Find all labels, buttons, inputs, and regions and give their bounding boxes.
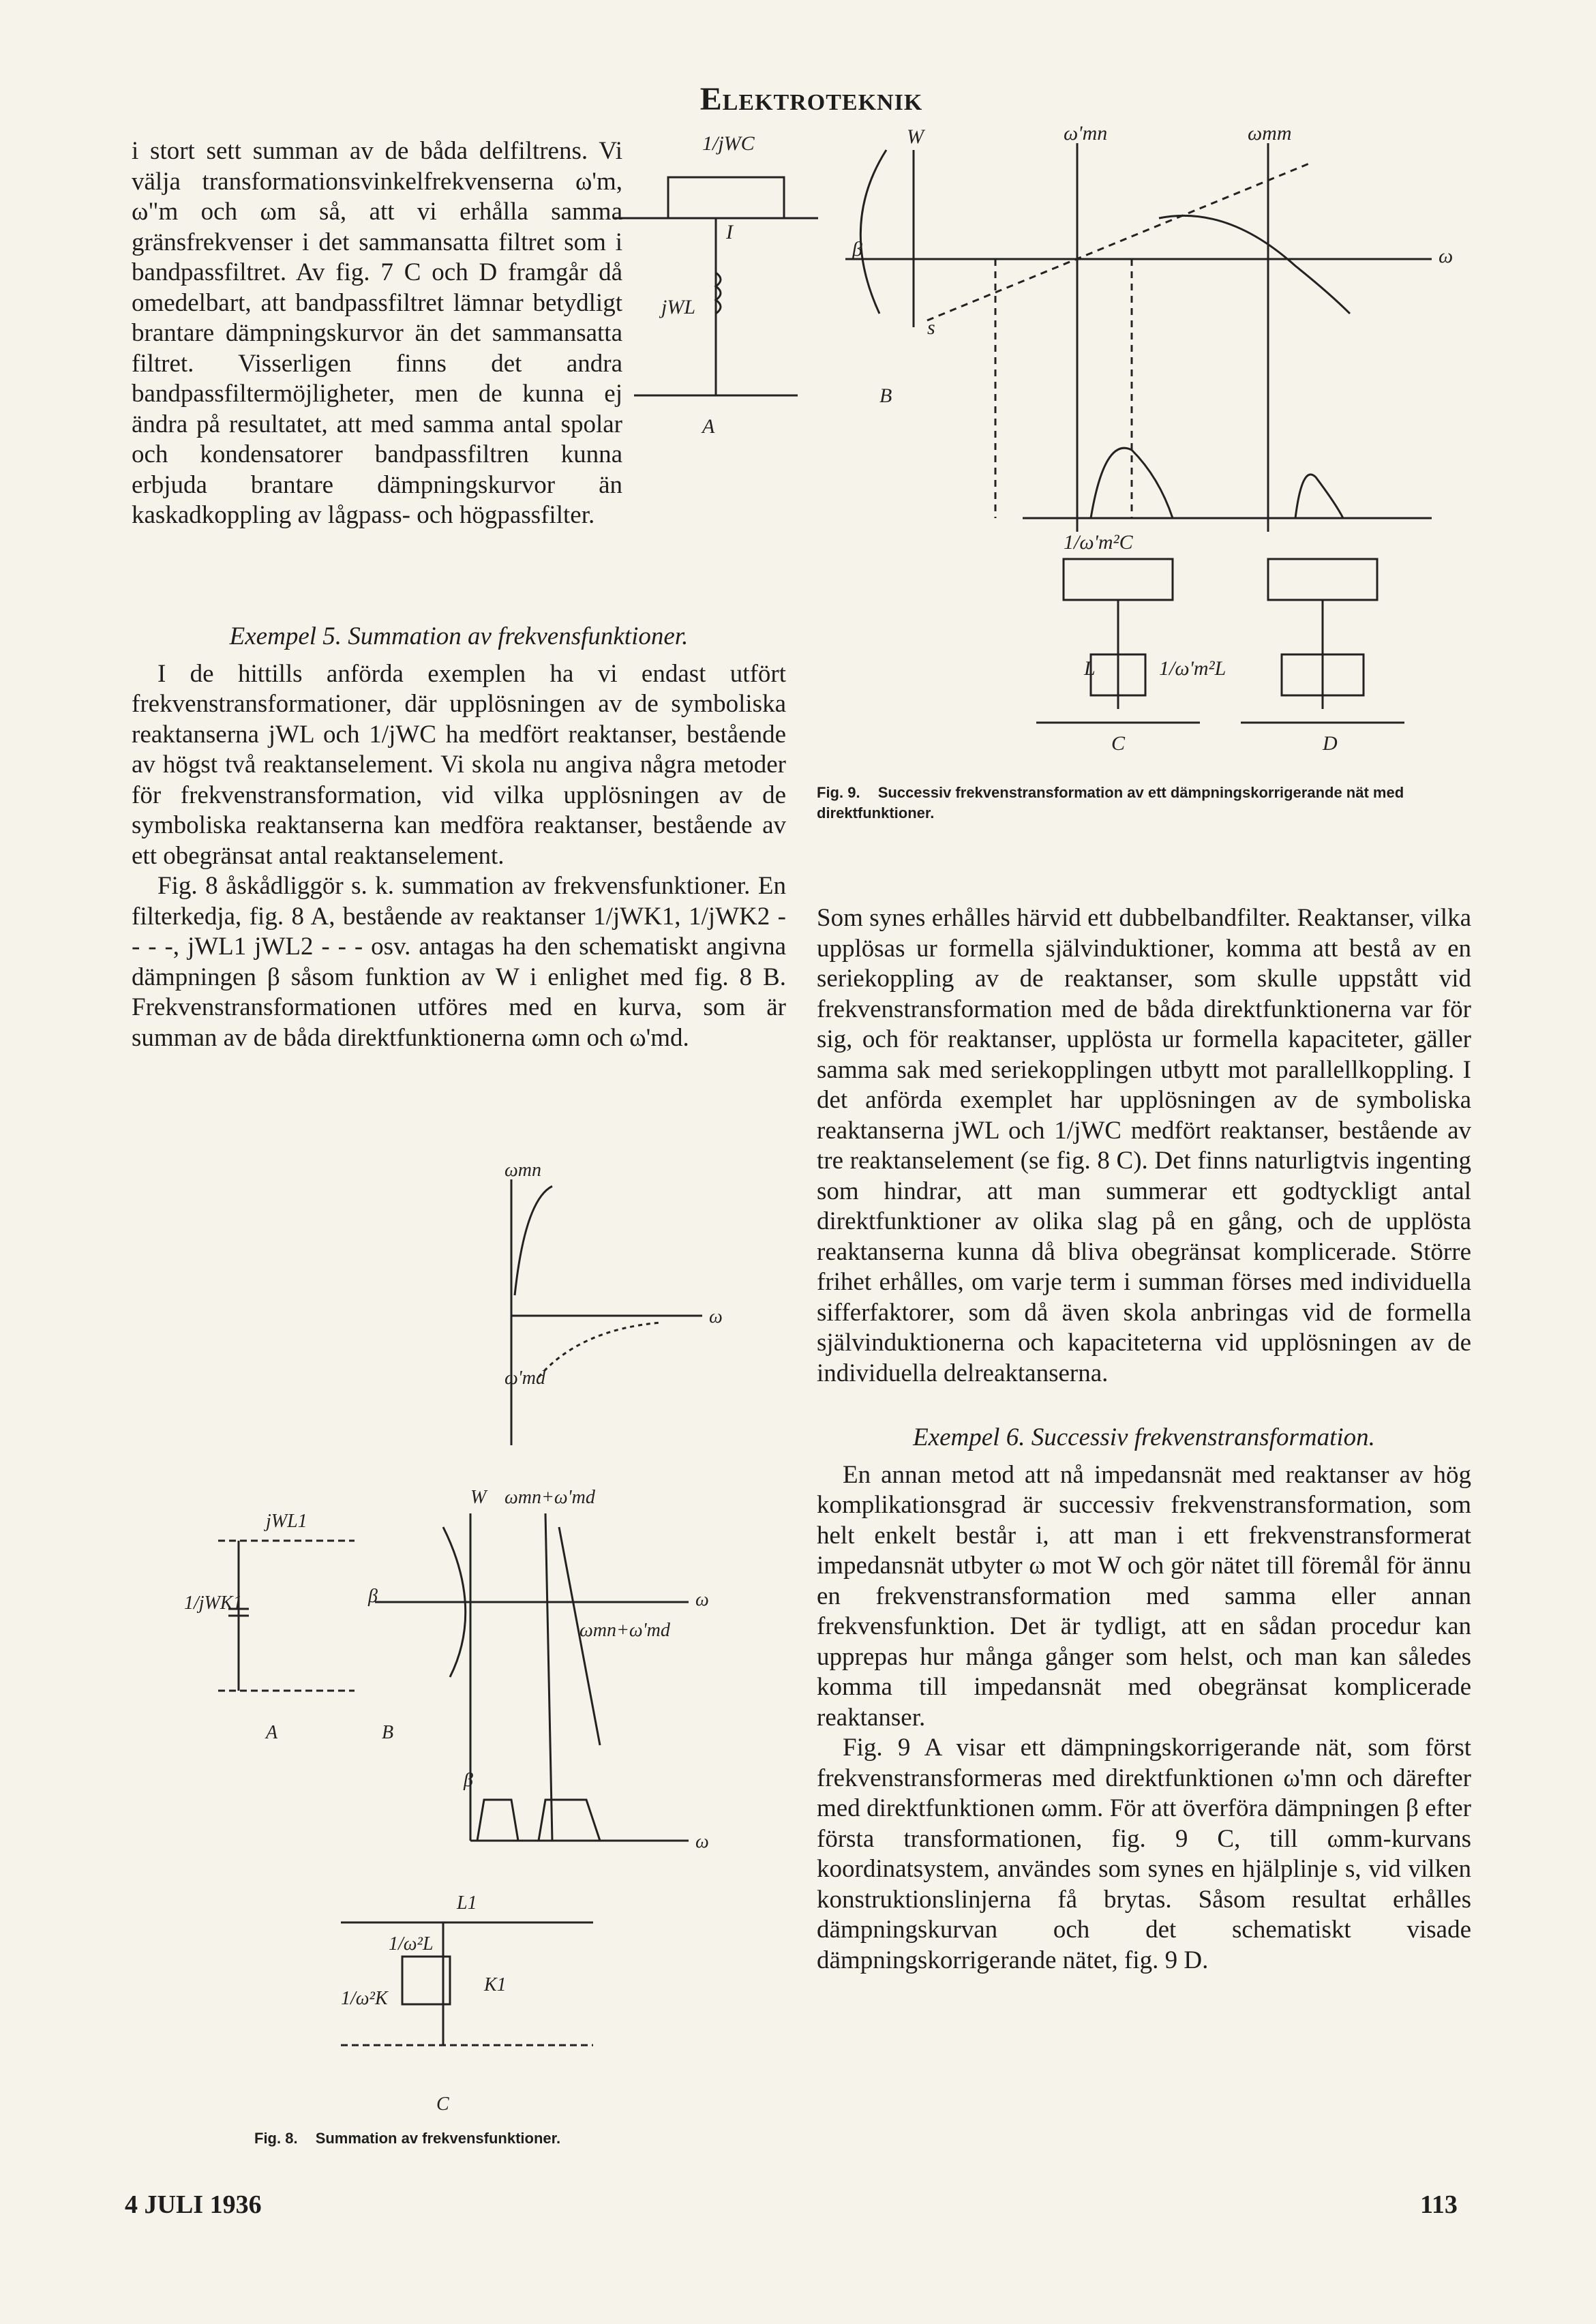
- page-number: 113: [1420, 2190, 1458, 2219]
- left-column-top: [132, 136, 650, 531]
- fig9b-label-omega: ω: [1439, 245, 1454, 267]
- paragraph-exempel-5-b: Fig. 8 åskådliggör s. k. summation av frekvensfunktioner. En filterkedja, fig. 8 A, bestående av reaktanser 1/jWK1, 1/jWK2 - - - -, jWL1 jWL2 - - - osv. antagas ha den schematiskt angivna dämpningen β såsom funktion av W i enlighet med fig. 8 B. Frekvenstransformationen utföres med en kurva, som är summan av de båda direktfunktionerna ωmn och ω'md.: [132, 872, 786, 1052]
- right-column-bottom: [817, 903, 1471, 1976]
- fig8-caption: [254, 2128, 691, 2149]
- figure-9: [614, 122, 1500, 755]
- footer-date: 4 JULI 1936: [125, 2190, 262, 2219]
- fig8b-label-w: W: [470, 1487, 487, 1508]
- fig9-caption-number: Fig. 9.: [817, 784, 860, 801]
- fig8-upper-curve-1: [515, 1186, 552, 1295]
- fig9-caption: [817, 783, 1485, 824]
- fig9c-label-wl: 1/ω'm²L: [1159, 657, 1226, 680]
- fig8-label-omega-top: ω: [709, 1306, 723, 1327]
- running-head: Elektroteknik: [699, 81, 923, 117]
- fig8c-label-k1: K1: [484, 1974, 507, 1995]
- fig8-label-a: A: [266, 1722, 278, 1743]
- fig9c-label-l: L: [1084, 657, 1096, 680]
- fig8-upper-curve-2: [539, 1323, 661, 1377]
- fig8b-label-omega: ω: [695, 1589, 709, 1610]
- fig9-label-c: C: [1111, 732, 1126, 755]
- fig9-caption-text: Successiv frekvenstransformation av ett dämpningskorrigerande nät med direktfunktioner.: [817, 784, 1404, 821]
- fig9b-curve: [860, 150, 886, 314]
- fig8a-label-jwk1: 1/jWK1: [184, 1593, 243, 1614]
- fig8b-label-omega-2: ω: [695, 1831, 709, 1852]
- section-heading-exempel-5: Exempel 5. Summation av frekvensfunktioner.: [229, 622, 689, 650]
- fig8-label-wmn: ωmn: [505, 1160, 541, 1181]
- fig8c-label-wl: 1/ω²L: [389, 1933, 434, 1955]
- paragraph-exempel-6-a: En annan metod att nå impedansnät med reaktanser av hög komplikationsgrad är successiv frekvenstransformation, som helt enkelt består i, att man i ett frekvenstransformerat impedansnät utbyter ω mot W och gör nätet till föremål för ännu en frekvenstransformation med samma eller annan frekvensfunktion. Det är tydligt, att en sådan procedur kan upprepas hur många gånger som helst, och man kan således komma till impedansnät med obegränsat komplicerade reaktanser.: [817, 1460, 1471, 1732]
- fig9b-label-wn: ω'mn: [1064, 122, 1108, 145]
- fig8b-label-beta-2: β: [464, 1770, 473, 1791]
- fig9d-attenuation-curve: [1295, 474, 1343, 518]
- fig9a-label-jwl: jWL: [661, 296, 696, 318]
- fig8-label-b: B: [382, 1722, 394, 1743]
- fig8a-label-jwl1: jWL1: [266, 1511, 307, 1532]
- fig8b-label-wsum: ωmn+ω'md: [505, 1487, 595, 1508]
- fig8-label-wmd: ω'md: [505, 1368, 545, 1389]
- fig9a-label-jwc: 1/jWC: [702, 132, 755, 155]
- fig9c-label-wc: 1/ω'm²C: [1064, 531, 1133, 554]
- figure-8: [170, 1159, 723, 2141]
- fig9a-label-i: I: [726, 221, 733, 243]
- fig8-caption-text: Summation av frekvensfunktioner.: [315, 2130, 561, 2147]
- fig8c-label-l1: L1: [457, 1892, 477, 1914]
- fig8b-label-wsum-2: ωmn+ω'md: [579, 1620, 670, 1641]
- fig8b-attenuation-band-1: [477, 1800, 518, 1841]
- paragraph-exempel-6-b: Fig. 9 A visar ett dämpningskorrigerande nät, som först frekvenstransformeras med direktfunktionen ω'mn och därefter med direktfunktionen ωmm. För att överföra dämpningen β efter första transformationen, fig. 9 C, till ωmm-kurvans koordinatsystem, användes som synes en hjälplinje s, vid vilken konstruktionslinjerna få brytas. Såsom resultat erhålles dämpningskurvan och det schematiskt visade dämpningskorrigerande nätet, fig. 9 D.: [817, 1734, 1471, 1974]
- fig9b-label-wm: ωmm: [1248, 122, 1292, 145]
- fig8-caption-number: Fig. 8.: [254, 2130, 298, 2147]
- fig9a-network-box: [668, 177, 784, 218]
- section-heading-exempel-6: Exempel 6. Successiv frekvenstransformation.: [913, 1423, 1375, 1451]
- fig9-label-d: D: [1323, 732, 1338, 755]
- paragraph-intro: i stort sett summan av de båda delfiltrens. Vi välja transformationsvinkelfrekvenserna ω'm, ω"m och ωm så, att vi erhålla samma gränsfrekvenser i det sammansatta filtret som i bandpassfiltret. Av fig. 7 C och D framgår då omedelbart, att bandpassfiltret lämnar betydligt brantare dämpningskurvor än det sammansatta filtret. Visserligen finns det andra bandpassfiltermöjligheter, men de kunna ej ändra på resultatet, att med samma antal spolar och kondensatorer bandpassfiltren kunna erbjuda brantare dämpningskurvor än kaskadkoppling av lågpass- och högpassfilter.: [132, 137, 622, 529]
- fig9b-label-beta: β: [852, 238, 862, 260]
- fig8-label-c: C: [436, 2094, 449, 2115]
- fig9b-label-s: s: [927, 316, 935, 339]
- fig8b-label-beta: β: [368, 1586, 378, 1607]
- fig9-label-a: A: [702, 415, 715, 438]
- fig9-label-b: B: [879, 384, 892, 407]
- fig8b-attenuation-band-2: [539, 1800, 600, 1841]
- paragraph-exempel-5-a: I de hittills anförda exemplen ha vi endast utfört frekvenstransformationer, där upplösningen av de symboliska reaktanserna jWL och 1/jWC ha medfört reaktanser, bestående av högst två reaktanselement. Vi skola nu angiva några metoder för frekvenstransformation, vid vilka upplösningen av de symboliska reaktanserna kan medföra reaktanser, bestående av ett obegränsat antal reaktanselement.: [132, 659, 786, 870]
- fig8c-label-wk: 1/ω²K: [341, 1988, 388, 2009]
- paragraph-summation-result: Som synes erhålles härvid ett dubbelbandfilter. Reaktanser, vilka upplösas ur formella självinduktioner, komma att bestå av en seriekoppling av de reaktanser, som skulle uppstått vid frekvenstransformation med de båda direktfunktionerna var för sig, och för reaktanser, upplösta ur formella kapaciteter, gäller samma sak med seriekopplingen utbytt mot parallellkoppling. I det anförda exemplet har upplösningen av de symboliska reaktanserna jWL och 1/jWC medfört reaktanser, bestående av tre reaktanselement (se fig. 8 C). Det finns naturligtvis ingenting som hindrar, att man summerar ett godtyckligt antal direktfunktioner av olika slag på en gång, och de upplösta reaktanserna kunna då bliva obegränsat komplicerade. Större frihet erhålles, om varje term i summan förses med individuella sifferfaktorer, som då även skola anbringas vid de formella självinduktionerna och kapaciteterna vid upplösningen av de individuella delreaktanserna.: [817, 904, 1471, 1387]
- fig9b-label-w: W: [907, 125, 924, 148]
